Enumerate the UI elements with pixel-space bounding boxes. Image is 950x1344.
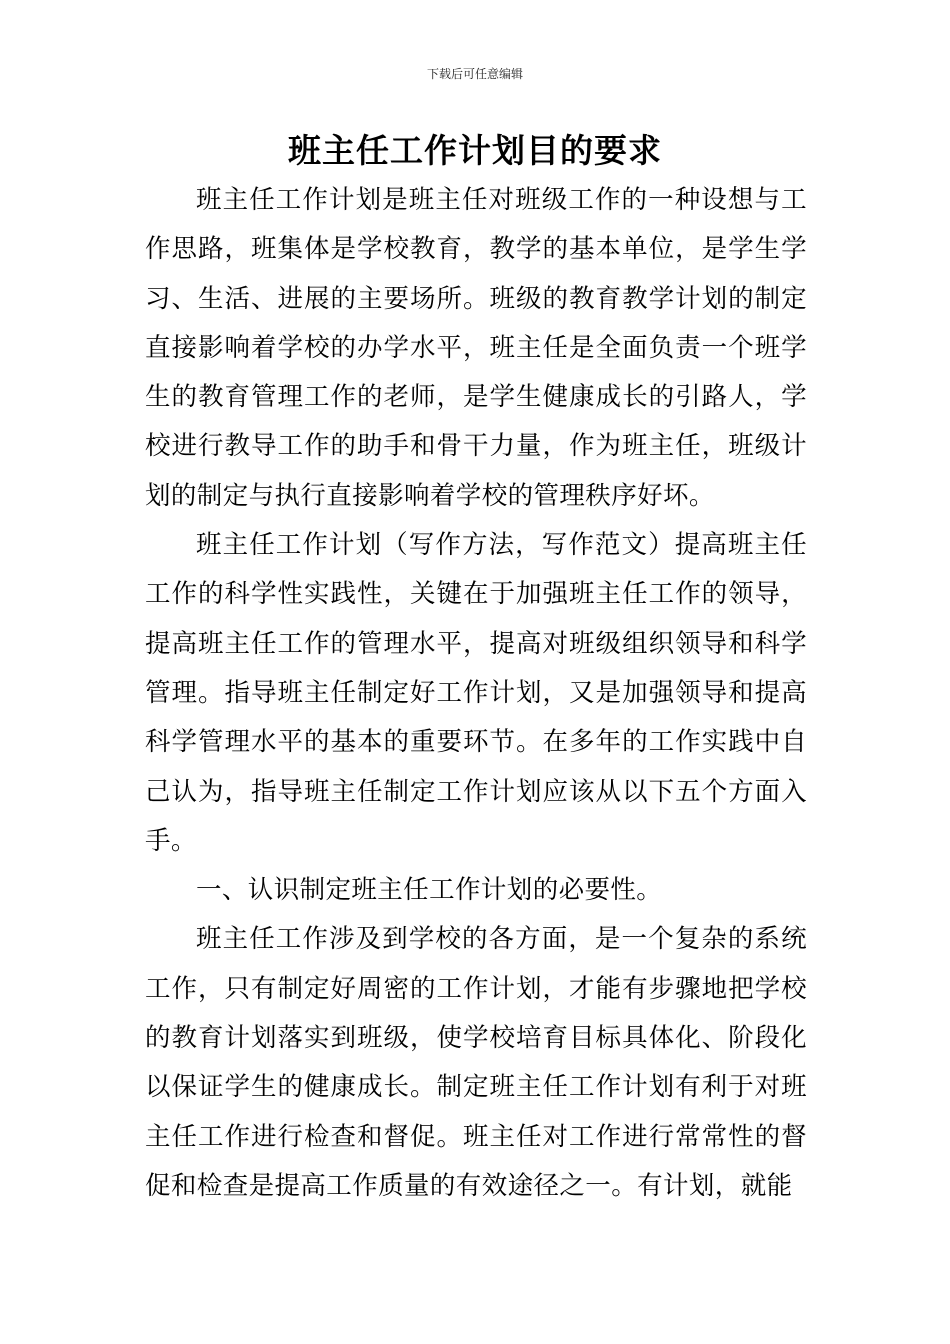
paragraph-plan-method: 班主任工作计划（写作方法，写作范文）提高班主任工作的科学性实践性，关键在于加强班主任工作的领导，提高班主任工作的管理水平，提高对班级组织领导和科学管理。指导班主任制定好工作计划，又是加强领导和提高科学管理水平的基本的重要环节。在多年的工作实践中自己认为，指导班主任制定工作计划应该从以下五个方面入手。: [145, 530, 807, 856]
header-note: 下载后可任意编辑: [426, 67, 523, 81]
paragraph-intro: 班主任工作计划是班主任对班级工作的一种设想与工作思路，班集体是学校教育，教学的基本单位，是学生学习、生活、进展的主要场所。班级的教育教学计划的制定直接影响着学校的办学水平，班主任是全面负责一个班学生的教育管理工作的老师，是学生健康成长的引路人，学校进行教导工作的助手和骨干力量，作为班主任，班级计划的制定与执行直接影响着学校的管理秩序好坏。: [145, 185, 807, 511]
section-heading-1: 一、认识制定班主任工作计划的必要性。: [196, 875, 663, 906]
paragraph-necessity: 班主任工作涉及到学校的各方面，是一个复杂的系统工作，只有制定好周密的工作计划，才能有步骤地把学校的教育计划落实到班级，使学校培育目标具体化、阶段化以保证学生的健康成长。制定班主任工作计划有利于对班主任工作进行检查和督促。班主任对工作进行常常性的督促和检查是提高工作质量的有效途径之一。有计划，就能: [145, 924, 807, 1201]
document-title: 班主任工作计划目的要求: [288, 131, 662, 170]
document-body: [145, 176, 807, 1211]
